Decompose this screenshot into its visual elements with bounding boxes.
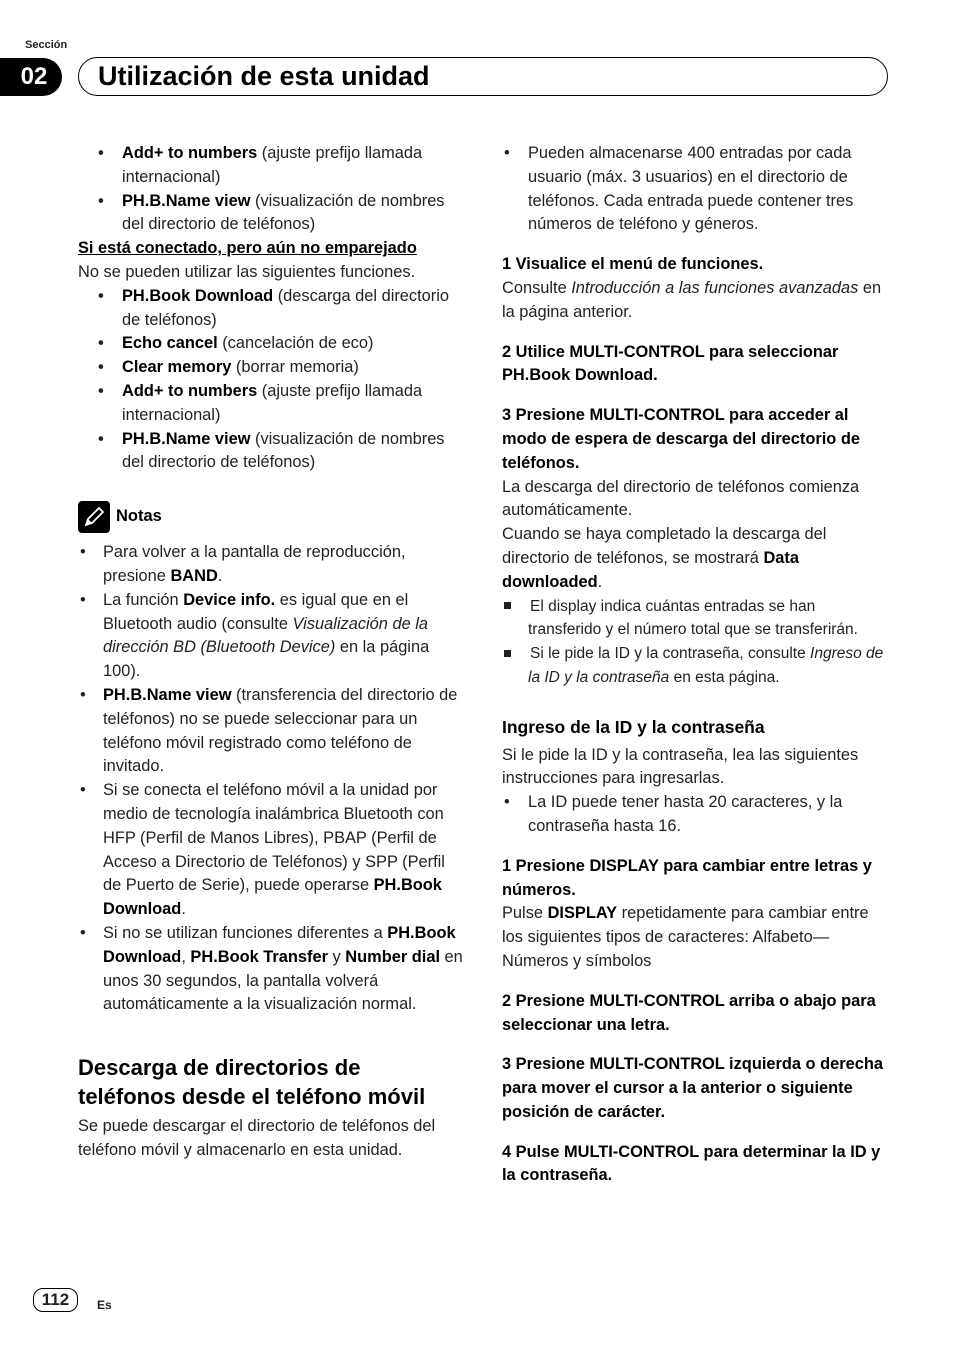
text: y (327, 947, 346, 966)
bold-text: PH.Book Download (103, 923, 456, 966)
paragraph (502, 902, 888, 973)
note-item (78, 684, 464, 779)
bold-text: Clear memory (122, 358, 232, 377)
page-number: 112 (33, 1288, 78, 1312)
text: Si está conectado, pero aún no emparejado (78, 239, 417, 258)
section-heading (78, 1053, 464, 1111)
bold-text: PH.B.Name view (122, 429, 251, 448)
text: (ajuste prefijo llamada internacional) (122, 144, 423, 186)
list-item (78, 428, 464, 476)
text: La descarga del directorio de teléfonos comienza automáticamente. (502, 477, 860, 520)
bold-text: Echo cancel (122, 334, 218, 353)
bold-text: DISPLAY (547, 904, 618, 923)
text: repetidamente para cambiar entre los siguientes tipos de caracteres: Alfabeto—Números y símbolos (502, 904, 869, 970)
list-item (78, 356, 464, 380)
text: 2 Utilice MULTI-CONTROL para seleccionar PH.Book Download. (502, 342, 839, 385)
bold-text: PH.B.Name view (122, 191, 251, 210)
text: Consulte (502, 278, 572, 297)
text: 4 Pulse MULTI-CONTROL para determinar la ID y la contraseña. (502, 1142, 881, 1185)
info-item (502, 595, 888, 643)
text: 1 Visualice el menú de funciones. (502, 255, 764, 274)
text: en la página anterior. (502, 278, 882, 321)
text: 3 Presione MULTI-CONTROL para acceder al modo de espera de descarga del directorio de teléfonos. (502, 406, 860, 472)
language-code: Es (97, 1298, 112, 1312)
text: Pulse (502, 904, 548, 923)
notes-header (78, 501, 464, 533)
text: , (181, 947, 191, 966)
paragraph (502, 523, 888, 594)
pencil-icon (78, 501, 110, 533)
paragraph (502, 277, 888, 325)
bold-text: PH.B.Name view (103, 685, 232, 704)
note-item (78, 541, 464, 589)
paragraph (78, 261, 464, 285)
text: Para volver a la pantalla de reproducción, presione (103, 543, 406, 585)
text: es igual que en el Bluetooth audio (consulte (103, 590, 409, 633)
paragraph (502, 476, 888, 524)
list-item (78, 142, 464, 190)
subheading (78, 237, 464, 261)
list-item (502, 142, 888, 237)
text: Si le pide la ID y la contraseña, consulte (530, 645, 811, 663)
step-heading (502, 404, 888, 475)
text: (cancelación de eco) (217, 334, 374, 353)
text: en unos 30 segundos, la pantalla volverá automáticamente a la visualización normal. (103, 947, 463, 1014)
text: en la página 100). (103, 638, 430, 681)
bold-text: Number dial (345, 947, 440, 966)
step-heading (502, 341, 888, 389)
bold-text: Add+ to numbers (122, 381, 258, 400)
text: Si se conecta el teléfono móvil a la unidad por medio de tecnología inalámbrica Bluetooth con HFP (Perfil de Manos Libres), PBAP (Perfil de Acceso a Directorio de Teléfonos) y SPP (Perfil de Puerto de Serie), puede operarse (103, 781, 445, 895)
text: (descarga del directorio de teléfonos) (122, 286, 450, 329)
bold-text: PH.Book Download (122, 286, 274, 305)
step-heading (502, 1141, 888, 1189)
bold-text: BAND (170, 566, 218, 585)
paragraph (502, 744, 888, 792)
text: (borrar memoria) (231, 358, 359, 377)
section-label: Sección (25, 39, 68, 51)
notes-label: Notas (116, 507, 162, 526)
text: . (597, 572, 603, 591)
left-column (78, 142, 464, 1163)
text: 2 Presione MULTI-CONTROL arriba o abajo para seleccionar una letra. (502, 991, 876, 1034)
text: Si le pide la ID y la contraseña, lea las siguientes instrucciones para ingresarlas. (502, 745, 859, 788)
text: La ID puede tener hasta 20 caracteres, y la contraseña hasta 16. (528, 793, 843, 835)
step-heading (502, 253, 888, 277)
text: Cuando se haya completado la descarga del directorio de teléfonos, se mostrará (502, 525, 827, 567)
list-item (78, 285, 464, 333)
info-item (502, 642, 888, 690)
list-item (78, 332, 464, 356)
text: El display indica cuántas entradas se han transferido y el número total que se transferirán. (528, 597, 858, 639)
section-heading (502, 716, 888, 740)
right-column (502, 142, 888, 1188)
italic-reference: Visualización de la dirección BD (Bluetooth Device) (103, 614, 429, 657)
note-item (78, 589, 464, 684)
text: (ajuste prefijo llamada internacional) (122, 381, 423, 424)
bold-text: Add+ to numbers (122, 144, 258, 162)
text: Descarga de directorios de teléfonos desde el teléfono móvil (78, 1055, 426, 1110)
text: 1 Presione DISPLAY para cambiar entre letras y números. (502, 856, 872, 899)
text: Se puede descargar el directorio de teléfonos del teléfono móvil y almacenarlo en esta unidad. (78, 1117, 436, 1159)
text: . (181, 900, 186, 919)
text: . (217, 566, 223, 585)
list-item (502, 791, 888, 839)
bold-text: PH.Book Transfer (190, 947, 328, 966)
text: Pueden almacenarse 400 entradas por cada usuario (máx. 3 usuarios) en el directorio de teléfonos. Cada entrada puede contener tres números de teléfono y géneros. (528, 144, 854, 234)
text: (visualización de nombres del directorio de teléfonos) (122, 429, 445, 472)
page-title: Utilización de esta unidad (98, 61, 430, 91)
text: Si no se utilizan funciones diferentes a (103, 923, 388, 942)
bold-text: PH.Book Download (103, 876, 442, 919)
italic-reference: Introducción a las funciones avanzadas (571, 278, 859, 297)
note-item (78, 779, 464, 922)
text: (transferencia del directorio de teléfonos) no se puede seleccionar para un teléfono móvil registrado como teléfono de invitado. (103, 685, 458, 776)
bold-text: Device info. (183, 590, 276, 609)
text: Ingreso de la ID y la contraseña (502, 716, 765, 737)
note-item (78, 922, 464, 1017)
bold-text: Data downloaded (502, 548, 799, 591)
text: (visualización de nombres del directorio de teléfonos) (122, 191, 445, 234)
list-item (78, 190, 464, 238)
step-heading (502, 1053, 888, 1124)
paragraph (78, 1115, 464, 1163)
text: No se pueden utilizar las siguientes funciones. (78, 262, 416, 281)
italic-reference: Ingreso de la ID y la contraseña (528, 645, 884, 686)
section-number-tab: 02 (0, 58, 62, 96)
text: La función (103, 590, 184, 609)
list-item (78, 380, 464, 428)
step-heading (502, 855, 888, 903)
text: 3 Presione MULTI-CONTROL izquierda o derecha para mover el cursor a la anterior o siguiente posición de carácter. (502, 1055, 883, 1121)
text: en esta página. (669, 668, 780, 686)
step-heading (502, 990, 888, 1038)
